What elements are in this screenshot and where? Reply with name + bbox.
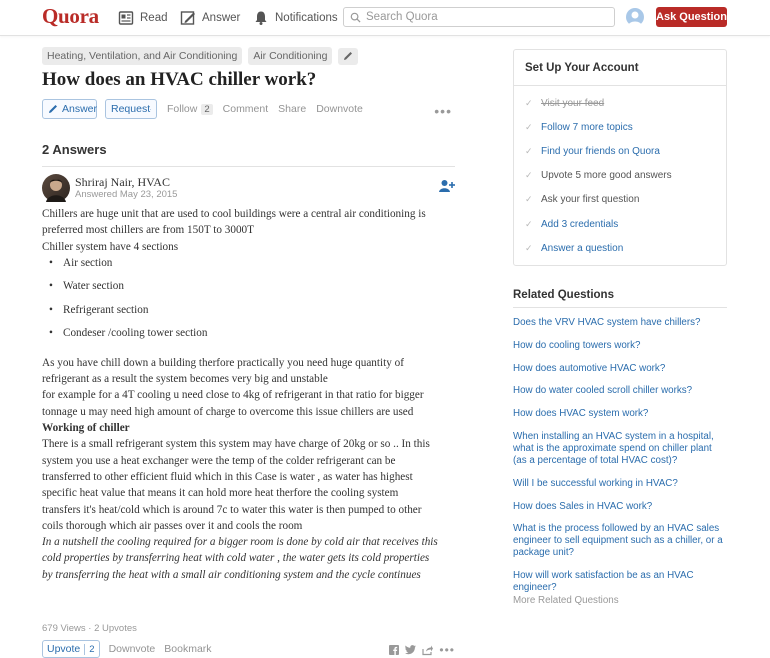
nav-notifications-label: Notifications	[275, 12, 338, 24]
summary-line: In a nutshell the cooling required for a bigger room is done by cold air that receives this	[42, 536, 438, 549]
related-question-link[interactable]: How does HVAC system work?	[513, 408, 649, 420]
list-item: • Air section	[49, 255, 455, 279]
more-options-icon[interactable]: •••	[439, 643, 455, 657]
setup-item-label: Visit your feed	[541, 97, 605, 109]
related-questions-heading: Related Questions	[513, 289, 727, 308]
setup-account-card	[513, 49, 727, 266]
edit-topics-button[interactable]	[338, 48, 358, 65]
nav-answer[interactable]	[180, 8, 240, 28]
pencil-icon	[343, 51, 353, 61]
related-question-link[interactable]: How will work satisfaction be as an HVAC engineer?	[513, 570, 694, 594]
answer-body	[42, 206, 455, 583]
working-heading: Working of chiller	[42, 422, 130, 435]
related-question-link[interactable]: When installing an HVAC system in a hospital, what is the approximate spend on chiller plant (as a percentage of total HVAC cost)?	[513, 430, 714, 466]
user-silhouette-icon	[626, 8, 644, 26]
list-item: • Condeser /cooling tower section	[49, 325, 455, 349]
more-options-icon[interactable]: •••	[434, 103, 452, 119]
answer-icon	[180, 10, 196, 26]
check-icon: ✓	[525, 97, 533, 108]
top-navigation-bar	[0, 0, 770, 36]
list-item: • Refrigerant section	[49, 302, 455, 326]
nav-read-label: Read	[140, 12, 168, 24]
setup-item-upvote-answers[interactable]	[514, 164, 726, 188]
answer-text-line: coils thorough which air passes over it and cools the room	[42, 519, 303, 532]
related-question-link[interactable]: Will I be successful working in HVAC?	[513, 477, 678, 489]
answer-actions	[42, 640, 455, 658]
request-button[interactable]	[105, 99, 157, 119]
setup-item-ask-question[interactable]	[514, 188, 726, 212]
topic-pill[interactable]: Air Conditioning	[248, 47, 332, 65]
answer-stats[interactable]: 679 Views · 2 Upvotes	[42, 623, 137, 634]
answer-author	[42, 174, 455, 202]
answer-text-line: for example for a 4T cooling u need close to 4kg of refrigerant in that ratio for bigger	[42, 389, 424, 402]
more-related-questions-link[interactable]: More Related Questions	[513, 595, 619, 606]
setup-item-label: Answer a question	[541, 242, 624, 254]
summary-line: by transferring the heat with a small air conditioning system and the cycle continues	[42, 568, 421, 581]
related-question-link[interactable]: How do water cooled scroll chiller works?	[513, 385, 693, 397]
downvote-answer-button[interactable]: Downvote	[108, 643, 156, 655]
setup-item-follow-topics[interactable]	[514, 115, 726, 139]
search-icon	[350, 12, 361, 23]
ask-question-button[interactable]: Ask Question	[656, 7, 727, 27]
read-icon	[118, 10, 134, 26]
check-icon: ✓	[525, 242, 533, 253]
check-icon: ✓	[525, 121, 533, 132]
related-question-link[interactable]: How do cooling towers work?	[513, 339, 641, 351]
answer-text-line: transferred to other efficient fluid which in this Case is water , as water has highest	[42, 470, 413, 483]
search-input[interactable]	[366, 11, 606, 23]
twitter-icon[interactable]	[405, 645, 416, 655]
answer-text-line: transfers it's heat/cold which is around 7c to water this water is then pumped to other	[42, 503, 422, 516]
nav-read[interactable]	[118, 8, 168, 28]
answer-text-line: preferred most chillers are from 150T to 3000T	[42, 224, 254, 237]
pencil-icon	[48, 104, 58, 114]
related-question-link[interactable]: How does automotive HVAC work?	[513, 362, 666, 374]
follow-count: 2	[201, 104, 212, 115]
upvote-count: 2	[84, 644, 94, 655]
answer-text-line: specific heat value that means it can hold more heat therfore the cooling system	[42, 487, 399, 500]
related-question-link[interactable]: Does the VRV HVAC system have chillers?	[513, 317, 701, 328]
quora-logo[interactable]: Quora	[42, 4, 99, 28]
check-icon: ✓	[525, 194, 533, 205]
answers-count-heading: 2 Answers	[42, 142, 455, 167]
upvote-button[interactable]	[42, 640, 100, 658]
follow-button[interactable]	[167, 103, 213, 115]
related-question-link[interactable]: What is the process followed by an HVAC sales engineer to sell equipment such as a chiller, or a package unit?	[513, 523, 723, 559]
setup-item-answer-question[interactable]	[514, 236, 726, 260]
setup-item-visit-feed[interactable]	[514, 91, 726, 115]
nav-notifications[interactable]	[253, 8, 338, 28]
topic-pill[interactable]: Heating, Ventilation, and Air Conditioning	[42, 47, 242, 65]
answer-text-line: As you have chill down a building therfore practically you need huge quantity of	[42, 356, 404, 369]
setup-checklist	[514, 91, 726, 260]
related-questions-list	[513, 317, 727, 605]
author-name[interactable]: Shriraj Nair, HVAC	[75, 175, 170, 189]
summary-line: cold properties by transferring heat with cold water , the water gets its cold properties	[42, 552, 430, 565]
answer-text-line: Chillers are huge unit that are used to cool buildings were a central air conditioning is	[42, 208, 426, 220]
share-button[interactable]: Share	[278, 103, 307, 115]
setup-item-add-credentials[interactable]	[514, 212, 726, 236]
downvote-button[interactable]: Downvote	[316, 103, 363, 115]
nav-answer-label: Answer	[202, 12, 241, 24]
setup-item-find-friends[interactable]	[514, 139, 726, 163]
setup-item-label: Find your friends on Quora	[541, 145, 660, 157]
answer-text-line: system you use a heat exchanger were the temp of the colder refrigerant can be	[42, 454, 396, 467]
author-photo-icon	[42, 174, 70, 202]
request-button-label: Request	[111, 103, 151, 115]
follow-label: Follow	[167, 103, 198, 115]
check-icon: ✓	[525, 218, 533, 229]
facebook-icon[interactable]	[389, 645, 399, 655]
check-icon: ✓	[525, 170, 533, 181]
setup-item-label: Ask your first question	[541, 194, 640, 206]
share-arrow-icon[interactable]	[422, 645, 433, 655]
answer-button[interactable]	[42, 99, 97, 119]
setup-card-title: Set Up Your Account	[514, 50, 726, 86]
share-icons	[389, 643, 455, 657]
sections-list	[49, 255, 455, 349]
author-avatar[interactable]	[42, 174, 70, 202]
bell-icon	[253, 10, 269, 26]
caret-down-icon	[150, 107, 151, 112]
question-title: How does an HVAC chiller work?	[42, 69, 317, 90]
topic-list	[42, 47, 358, 65]
bookmark-button[interactable]: Bookmark	[164, 643, 212, 655]
answered-date[interactable]: Answered May 23, 2015	[75, 189, 178, 200]
check-icon: ✓	[525, 145, 533, 156]
answer-button-label: Answer	[62, 103, 98, 115]
answer-text-line: tonnage u may need high amount of charge to overcome this issue chillers are used	[42, 405, 414, 418]
follow-user-icon[interactable]	[438, 179, 455, 193]
answer-text-line: refrigerant as a result the system becomes very big and unstable	[42, 373, 328, 386]
user-avatar[interactable]	[626, 8, 644, 26]
setup-item-label: Upvote 5 more good answers	[541, 170, 672, 182]
list-item: • Water section	[49, 278, 455, 302]
question-actions	[42, 99, 455, 119]
setup-item-label: Add 3 credentials	[541, 218, 619, 230]
answer-text-line: Chiller system have 4 sections	[42, 240, 179, 253]
upvote-label: Upvote	[47, 643, 81, 655]
related-question-link[interactable]: How does Sales in HVAC work?	[513, 500, 653, 512]
search-box[interactable]	[343, 7, 615, 27]
comment-button[interactable]: Comment	[222, 103, 269, 115]
answer-text-line: There is a small refrigerant system this system may have charge of 20kg or so .. In this	[42, 438, 430, 451]
setup-item-label: Follow 7 more topics	[541, 121, 633, 133]
